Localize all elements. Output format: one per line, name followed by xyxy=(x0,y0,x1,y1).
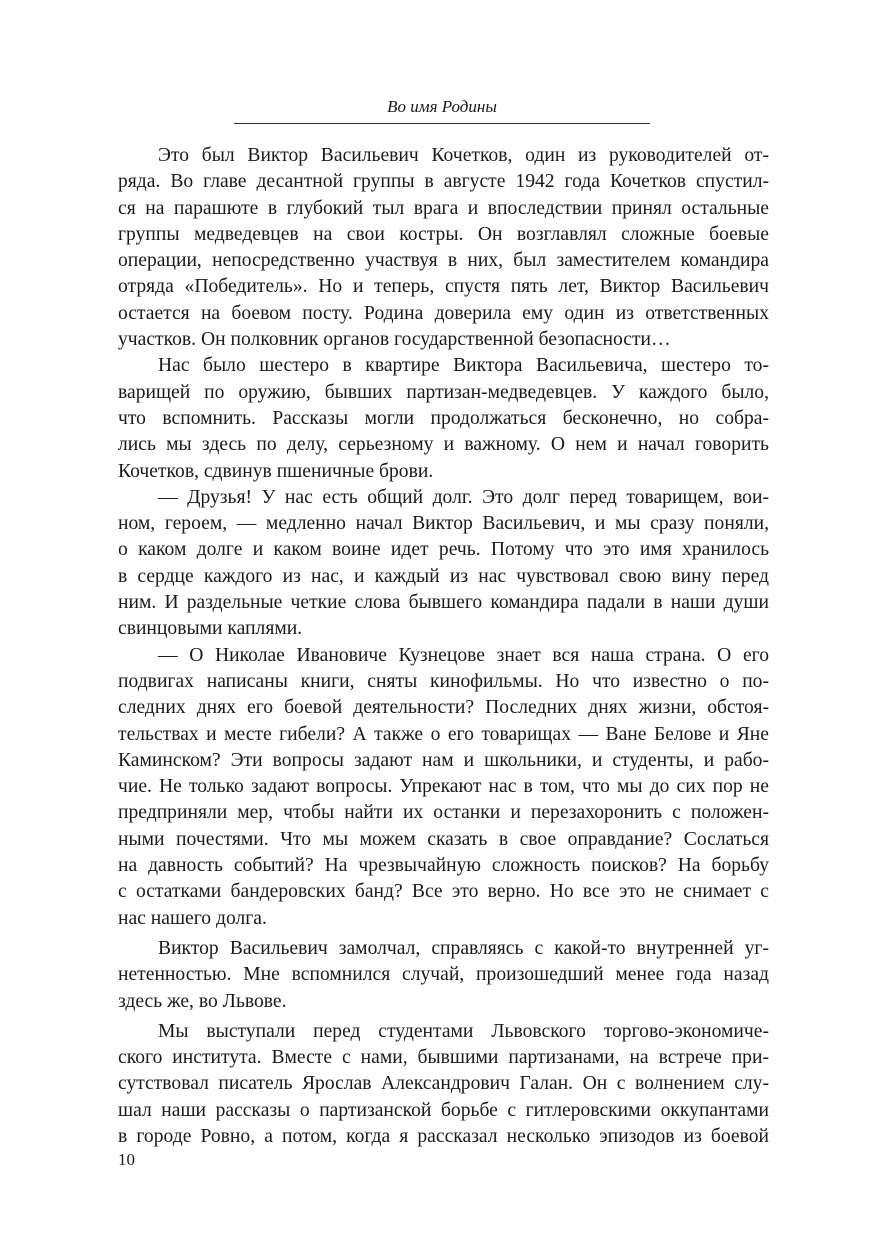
text-line: Виктор Васильевич замолчал, справляясь с какой-то внутренней уг- xyxy=(158,937,769,959)
text-line: о каком долге и каком воине идет речь. Потому что это имя хранилось xyxy=(118,539,769,561)
running-head-rule xyxy=(234,123,650,124)
text-line: операции, непосредственно участвуя в них, был заместителем командира xyxy=(118,250,769,272)
text-line: Нас было шестеро в квартире Виктора Васильевича, шестеро то- xyxy=(158,355,769,377)
text-line: нас нашего долга. xyxy=(118,907,267,929)
text-line: шал наши рассказы о партизанской борьбе с гитлеровскими оккупантами xyxy=(118,1099,769,1121)
text-line: на давность событий? На чрезвычайную сложность поисков? На борьбу xyxy=(118,855,769,877)
paragraph xyxy=(118,936,769,1015)
text-line: — Друзья! У нас есть общий долг. Это долг перед товарищем, вои- xyxy=(158,486,769,508)
page-number: 10 xyxy=(118,1150,135,1169)
text-line: ним. И раздельные четкие слова бывшего командира падали в наши души xyxy=(118,592,769,614)
text-line: подвигах написаны книги, сняты кинофильмы. Но что известно о по- xyxy=(118,670,769,692)
text-line: лись мы здесь по делу, серьезному и важному. О нем и начал говорить xyxy=(118,434,769,456)
text-line: участков. Он полковник органов государственной безопасности… xyxy=(118,329,671,351)
text-line: сутствовал писатель Ярослав Александрович Галан. Он с волнением слу- xyxy=(118,1073,769,1095)
text-line: ными почестями. Что мы можем сказать в свое оправдание? Сослаться xyxy=(118,828,769,850)
text-line: следних днях его боевой деятельности? Последних днях жизни, обстоя- xyxy=(118,697,769,719)
text-line: ном, героем, — медленно начал Виктор Васильевич, и мы сразу поняли, xyxy=(118,513,769,535)
text-line: чие. Не только задают вопросы. Упрекают нас в том, что мы до сих пор не xyxy=(118,776,769,798)
text-line: ского института. Вместе с нами, бывшими партизанами, на встрече при- xyxy=(118,1047,769,1069)
body-text xyxy=(118,143,769,1150)
text-line: с остатками бандеровских банд? Все это верно. Но все это не снимает с xyxy=(118,881,769,903)
text-line: тельствах и месте гибели? А также о его товарищах — Ване Белове и Яне xyxy=(118,723,769,745)
text-line: остается на боевом посту. Родина доверила ему один из ответственных xyxy=(118,302,769,324)
text-line: что вспомнить. Рассказы могли продолжаться бесконечно, но собра- xyxy=(118,407,769,429)
text-line: Каминском? Эти вопросы задают нам и школьники, и студенты, и рабо- xyxy=(118,749,769,771)
text-line: свинцовыми каплями. xyxy=(118,618,303,640)
paragraph xyxy=(118,485,769,643)
text-line: варищей по оружию, бывших партизан-медведевцев. У каждого было, xyxy=(118,381,769,403)
paragraph xyxy=(118,353,769,484)
text-line: в сердце каждого из нас, и каждый из нас чувствовал свою вину перед xyxy=(118,565,769,587)
text-line: в городе Ровно, а потом, когда я рассказал несколько эпизодов из боевой xyxy=(118,1125,769,1147)
text-line: нетенностью. Мне вспомнился случай, произошедший менее года назад xyxy=(118,964,769,986)
text-line: — О Николае Ивановиче Кузнецове знает вся наша страна. О его xyxy=(158,644,769,666)
text-line: предприняли мер, чтобы найти их останки и перезахоронить с положен- xyxy=(118,802,769,824)
text-line: ряда. Во главе десантной группы в августе 1942 года Кочетков спустил- xyxy=(118,171,769,193)
paragraph xyxy=(118,1019,769,1150)
text-line: ся на парашюте в глубокий тыл врага и впоследствии принял остальные xyxy=(118,197,769,219)
text-line: Мы выступали перед студентами Львовского торгово-экономиче- xyxy=(158,1020,769,1042)
text-line: отряда «Победитель». Но и теперь, спустя пять лет, Виктор Васильевич xyxy=(118,276,769,298)
text-line: Это был Виктор Васильевич Кочетков, один из руководителей от- xyxy=(158,145,769,166)
paragraph xyxy=(118,143,769,353)
text-line: группы медведевцев на свои костры. Он возглавлял сложные боевые xyxy=(118,223,769,245)
text-line: Кочетков, сдвинув пшеничные брови. xyxy=(118,460,434,482)
running-head: Во имя Родины xyxy=(387,97,497,116)
paragraph xyxy=(118,643,769,932)
text-line: здесь же, во Львове. xyxy=(118,990,287,1012)
